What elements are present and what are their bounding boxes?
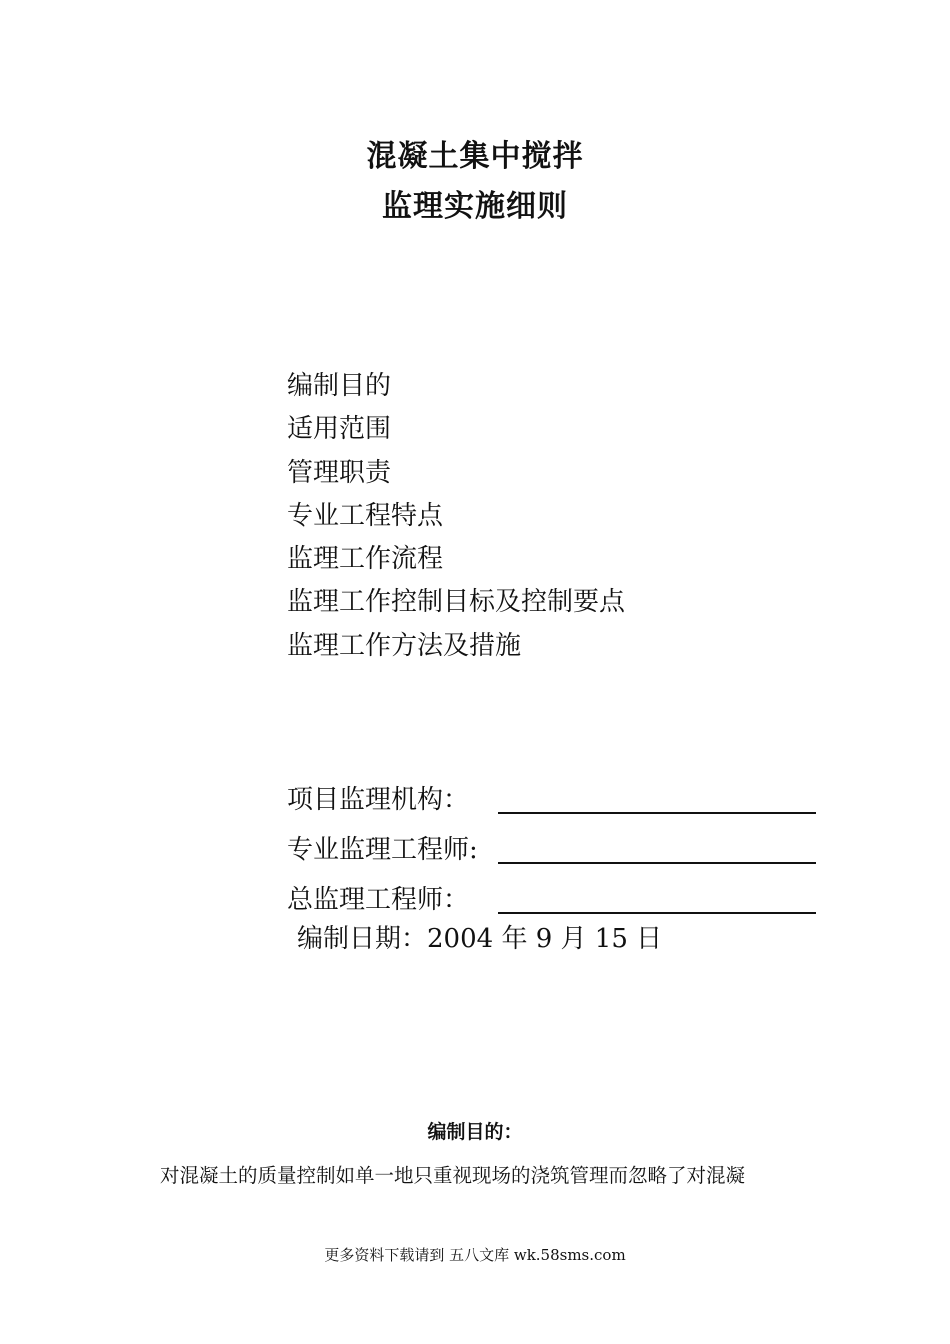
table-of-contents	[287, 370, 625, 673]
specialist-engineer-signature-line	[498, 862, 816, 864]
toc-item: 管理职责	[287, 457, 392, 488]
specialist-engineer-label: 专业监理工程师:	[287, 835, 478, 865]
toc-item: 监理工作流程	[287, 544, 444, 575]
signature-row-organization	[287, 784, 817, 820]
compile-date	[297, 922, 662, 956]
signature-row-chief-engineer	[287, 884, 817, 920]
toc-item: 监理工作方法及措施	[287, 630, 522, 661]
page-footer: 更多资料下载请到 五八文库 wk.58sms.com	[324, 1246, 626, 1264]
toc-item: 监理工作控制目标及控制要点	[287, 587, 626, 618]
document-title-line-1: 混凝土集中搅拌	[366, 139, 584, 174]
section-body-text: 对混凝土的质量控制如单一地只重视现场的浇筑管理而忽略了对混凝	[160, 1164, 746, 1187]
section-heading: 编制目的：	[427, 1121, 523, 1143]
signature-row-specialist-engineer	[287, 834, 817, 870]
document-title-line-2: 监理实施细则	[382, 189, 568, 224]
chief-engineer-signature-line	[498, 912, 816, 914]
toc-item: 专业工程特点	[287, 500, 444, 531]
toc-item: 适用范围	[287, 414, 392, 445]
compile-date-label: 编制日期：	[297, 924, 428, 954]
organization-label: 项目监理机构：	[287, 785, 470, 815]
compile-date-value: 2004 年 9 月 15 日	[427, 924, 663, 954]
toc-item: 编制目的	[287, 371, 392, 401]
chief-engineer-label: 总监理工程师：	[287, 885, 470, 915]
organization-signature-line	[498, 812, 816, 814]
